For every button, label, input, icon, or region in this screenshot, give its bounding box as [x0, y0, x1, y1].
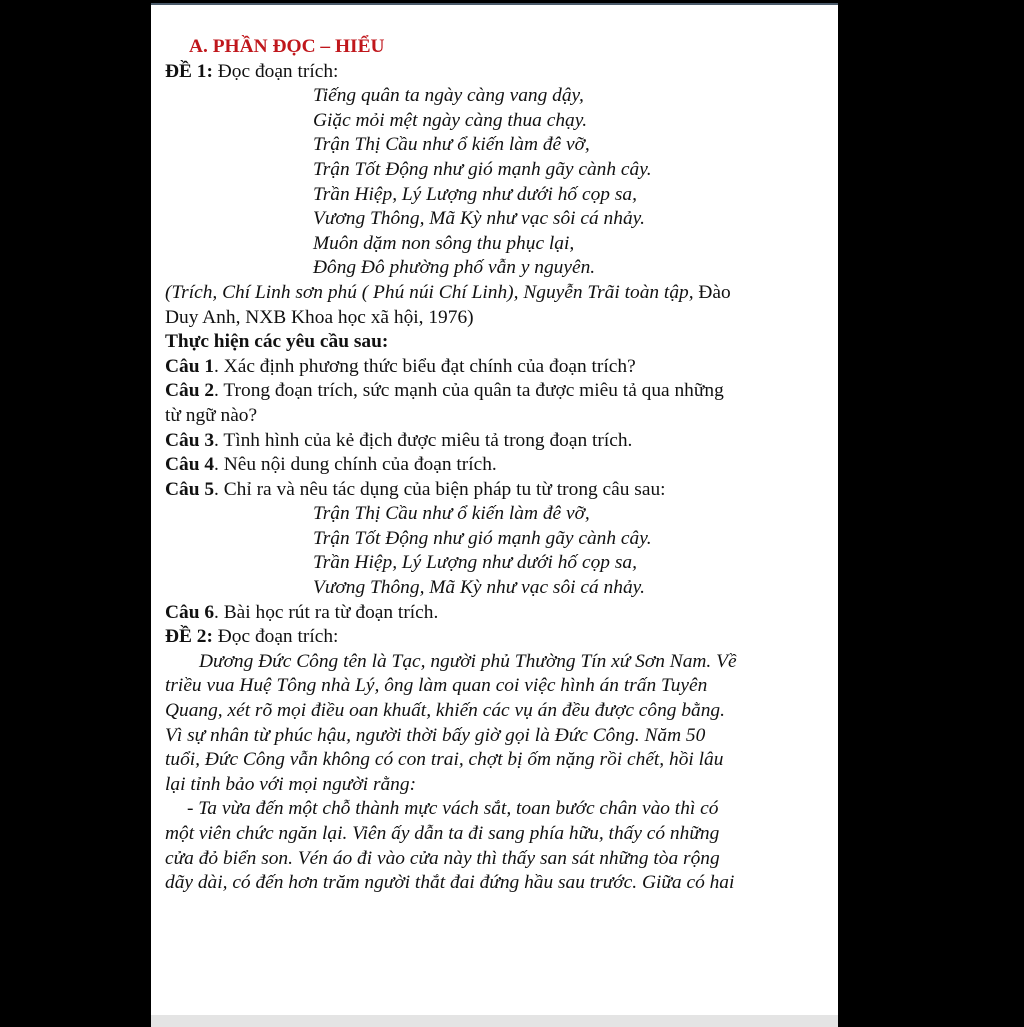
- requirements-heading: [165, 330, 825, 355]
- question-2: [165, 379, 825, 404]
- passage-line: tuổi, Đức Công vẫn không có con trai, chợt bị ốm nặng rồi chết, hồi lâu: [165, 749, 724, 771]
- passage-line: Quang, xét rõ mọi điều oan khuất, khiến các vụ án đều được công bằng.: [165, 700, 725, 722]
- de1-header: [165, 60, 825, 85]
- passage-line: lại tỉnh bảo với mọi người rằng:: [165, 773, 417, 795]
- requirements-label: Thực hiện các yêu cầu sau:: [165, 331, 389, 353]
- poem-line: Trận Thị Cầu như ổ kiến làm đê vỡ,: [313, 134, 590, 156]
- de1-instruction: Đọc đoạn trích:: [212, 60, 339, 82]
- de1-label: ĐỀ 1:: [165, 60, 213, 82]
- poem-line: Trận Tốt Động như gió mạnh gãy cành cây.: [313, 158, 652, 180]
- q5-poem-line: Trần Hiệp, Lý Lượng như dưới hố cọp sa,: [313, 552, 637, 574]
- question-3: [165, 429, 825, 454]
- q5-poem-line: Trận Thị Cầu như ổ kiến làm đê vỡ,: [313, 503, 590, 525]
- question-label: Câu 1: [165, 355, 215, 377]
- passage-line: triều vua Huệ Tông nhà Lý, ông làm quan coi việc hình án trấn Tuyên: [165, 675, 708, 697]
- question-label: Câu 2: [165, 380, 215, 402]
- question-text: . Chỉ ra và nêu tác dụng của biện pháp tu từ trong câu sau:: [214, 478, 666, 500]
- source-italic: (Trích, Chí Linh sơn phú ( Phú núi Chí Linh), Nguyễn Trãi toàn tập,: [165, 281, 694, 303]
- document-content: [165, 35, 825, 896]
- passage-line: một viên chức ngăn lại. Viên ấy dẫn ta đi sang phía hữu, thấy có những: [165, 823, 720, 844]
- question-5: [165, 478, 825, 503]
- poem-line: Đông Đô phường phố vẫn y nguyên.: [313, 257, 596, 279]
- source-citation: [165, 281, 825, 306]
- passage-line: cửa đỏ biển son. Vén áo đi vào cửa này thì thấy san sát những tòa rộng: [165, 847, 720, 869]
- question-text: . Bài học rút ra từ đoạn trích.: [214, 601, 439, 623]
- page-bottom-bar: [151, 1015, 838, 1027]
- q5-poem-line: Trận Tốt Động như gió mạnh gãy cành cây.: [313, 527, 652, 549]
- poem-line: Tiếng quân ta ngày càng vang dậy,: [313, 85, 584, 107]
- question-1: [165, 355, 825, 380]
- passage-line: Dương Đức Công tên là Tạc, người phủ Thường Tín xứ Sơn Nam. Về: [199, 650, 737, 672]
- document-page: [151, 3, 838, 1027]
- source-citation-line2: Duy Anh, NXB Khoa học xã hội, 1976): [165, 306, 474, 328]
- question-text: . Xác định phương thức biểu đạt chính của đoạn trích?: [214, 355, 636, 377]
- question-label: Câu 3: [165, 429, 215, 451]
- de2-instruction: Đọc đoạn trích:: [212, 626, 339, 648]
- q5-poem-line: Vương Thông, Mã Kỳ như vạc sôi cá nhảy.: [313, 577, 646, 599]
- question-label: Câu 6: [165, 601, 215, 623]
- question-2-cont: từ ngữ nào?: [165, 404, 258, 426]
- section-title: A. PHẦN ĐỌC – HIỂU: [189, 36, 385, 57]
- question-text: . Trong đoạn trích, sức mạnh của quân ta được miêu tả qua những: [214, 380, 724, 402]
- question-label: Câu 4: [165, 454, 215, 476]
- source-rest: Đào: [693, 281, 731, 303]
- passage-line: - Ta vừa đến một chỗ thành mực vách sắt, toan bước chân vào thì có: [187, 798, 719, 820]
- question-label: Câu 5: [165, 478, 215, 500]
- de2-label: ĐỀ 2:: [165, 626, 213, 648]
- poem-line: Trần Hiệp, Lý Lượng như dưới hố cọp sa,: [313, 183, 637, 205]
- question-4: [165, 453, 825, 478]
- passage-line: Vì sự nhân từ phúc hậu, người thời bấy giờ gọi là Đức Công. Năm 50: [165, 724, 706, 746]
- poem-line: Vương Thông, Mã Kỳ như vạc sôi cá nhảy.: [313, 208, 646, 230]
- poem-line: Muôn dặm non sông thu phục lại,: [313, 232, 575, 254]
- question-text: . Nêu nội dung chính của đoạn trích.: [214, 454, 497, 476]
- question-text: . Tình hình của kẻ địch được miêu tả trong đoạn trích.: [214, 429, 633, 451]
- de2-header: [165, 625, 825, 650]
- poem-line: Giặc mỏi mệt ngày càng thua chạy.: [313, 109, 588, 131]
- question-6: [165, 601, 825, 626]
- passage-line: dãy dài, có đến hơn trăm người thắt đai đứng hầu sau trước. Giữa có hai: [165, 872, 735, 894]
